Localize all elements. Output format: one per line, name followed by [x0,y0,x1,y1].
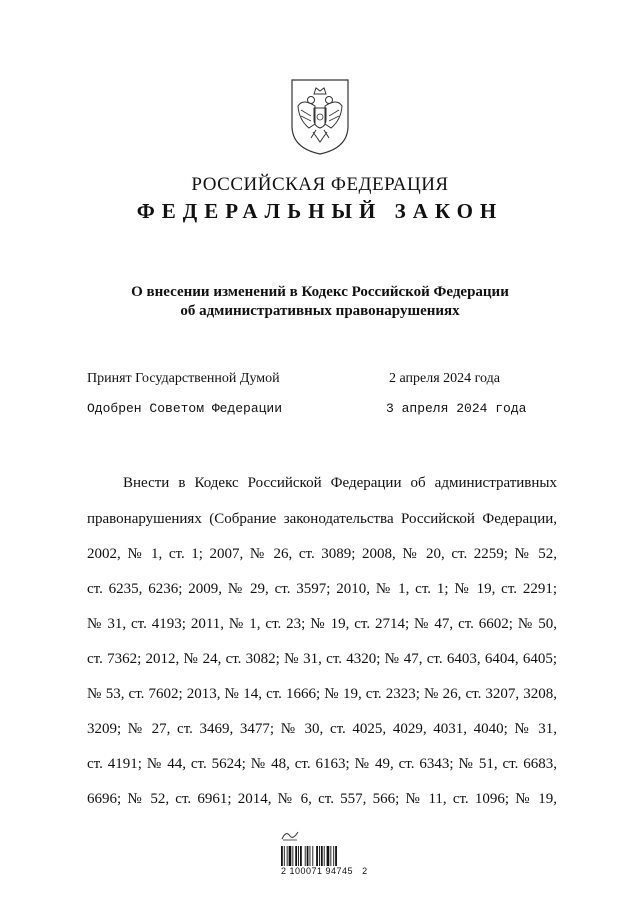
body-line: № 31, ст. 4193; 2011, № 1, ст. 23; № 19, ст. 2714; № 47, ст. 6602; № 50, [87,616,557,632]
barcode-bar [292,846,293,866]
barcode-bar [319,846,320,866]
barcode-bar [321,846,323,866]
barcode-bar [327,846,330,866]
body-line: 3209; № 27, ст. 3469, 3477; № 30, ст. 4025, 4029, 4031, 4040; № 31, [87,721,557,737]
barcode-bar [284,846,285,866]
body-line: ст. 6235, 6236; 2009, № 29, ст. 3597; 2010, № 1, ст. 1; № 19, ст. 2291; [87,581,557,597]
barcode-bar [287,846,288,866]
barcode-bar [316,846,318,866]
barcode-bar [295,846,297,866]
coat-of-arms-icon [289,76,351,156]
barcode-bar [333,846,334,866]
body-line: № 53, ст. 7602; 2013, № 14, ст. 1666; № 19, ст. 2323; № 26, ст. 3207, 3208, [87,686,557,702]
barcode-bar [324,846,325,866]
body-line: Внести в Кодекс Российской Федерации об административных [123,475,557,491]
duma-adoption-label: Принят Государственной Думой [87,371,280,386]
barcode-bar [305,846,306,866]
barcode-bar [307,846,309,866]
body-line: 2002, № 1, ст. 1; 2007, № 26, ст. 3089; 2008, № 20, ст. 2259; № 52, [87,546,557,562]
registry-stamp-icon [280,828,300,847]
country-name: РОССИЙСКАЯ ФЕДЕРАЦИЯ [191,174,449,195]
body-line: правонарушениях (Собрание законодательства Российской Федерации, [87,511,557,527]
barcode-bar [310,846,311,866]
barcode-bar [281,846,283,866]
barcode-bar [289,846,292,866]
body-line: ст. 4191; № 44, ст. 5624; № 48, ст. 6163; № 49, ст. 6343; № 51, ст. 6683, [87,756,557,772]
barcode-bar [330,846,331,866]
barcode-bar [335,846,337,866]
barcode-bar [312,846,313,866]
body-line: ст. 7362; 2012, № 24, ст. 3082; № 31, ст. 4320; № 47, ст. 6403, 6404, 6405; [87,651,557,667]
council-approval-date: 3 апреля 2024 года [386,401,527,416]
barcode-bar [300,846,302,866]
law-title-line-2: об административных правонарушениях [180,303,460,319]
document-type: ФЕДЕРАЛЬНЫЙ ЗАКОН [136,199,504,223]
duma-adoption-date: 2 апреля 2024 года [389,371,500,386]
body-line: 6696; № 52, ст. 6961; 2014, № 6, ст. 557, 566; № 11, ст. 1096; № 19, [87,791,557,807]
law-title-line-1: О внесении изменений в Кодекс Российской Федерации [131,284,509,300]
council-approval-label: Одобрен Советом Федерации [87,401,283,416]
barcode-bar [298,846,299,866]
barcode-number: 2 100071 94745 2 [281,866,368,876]
